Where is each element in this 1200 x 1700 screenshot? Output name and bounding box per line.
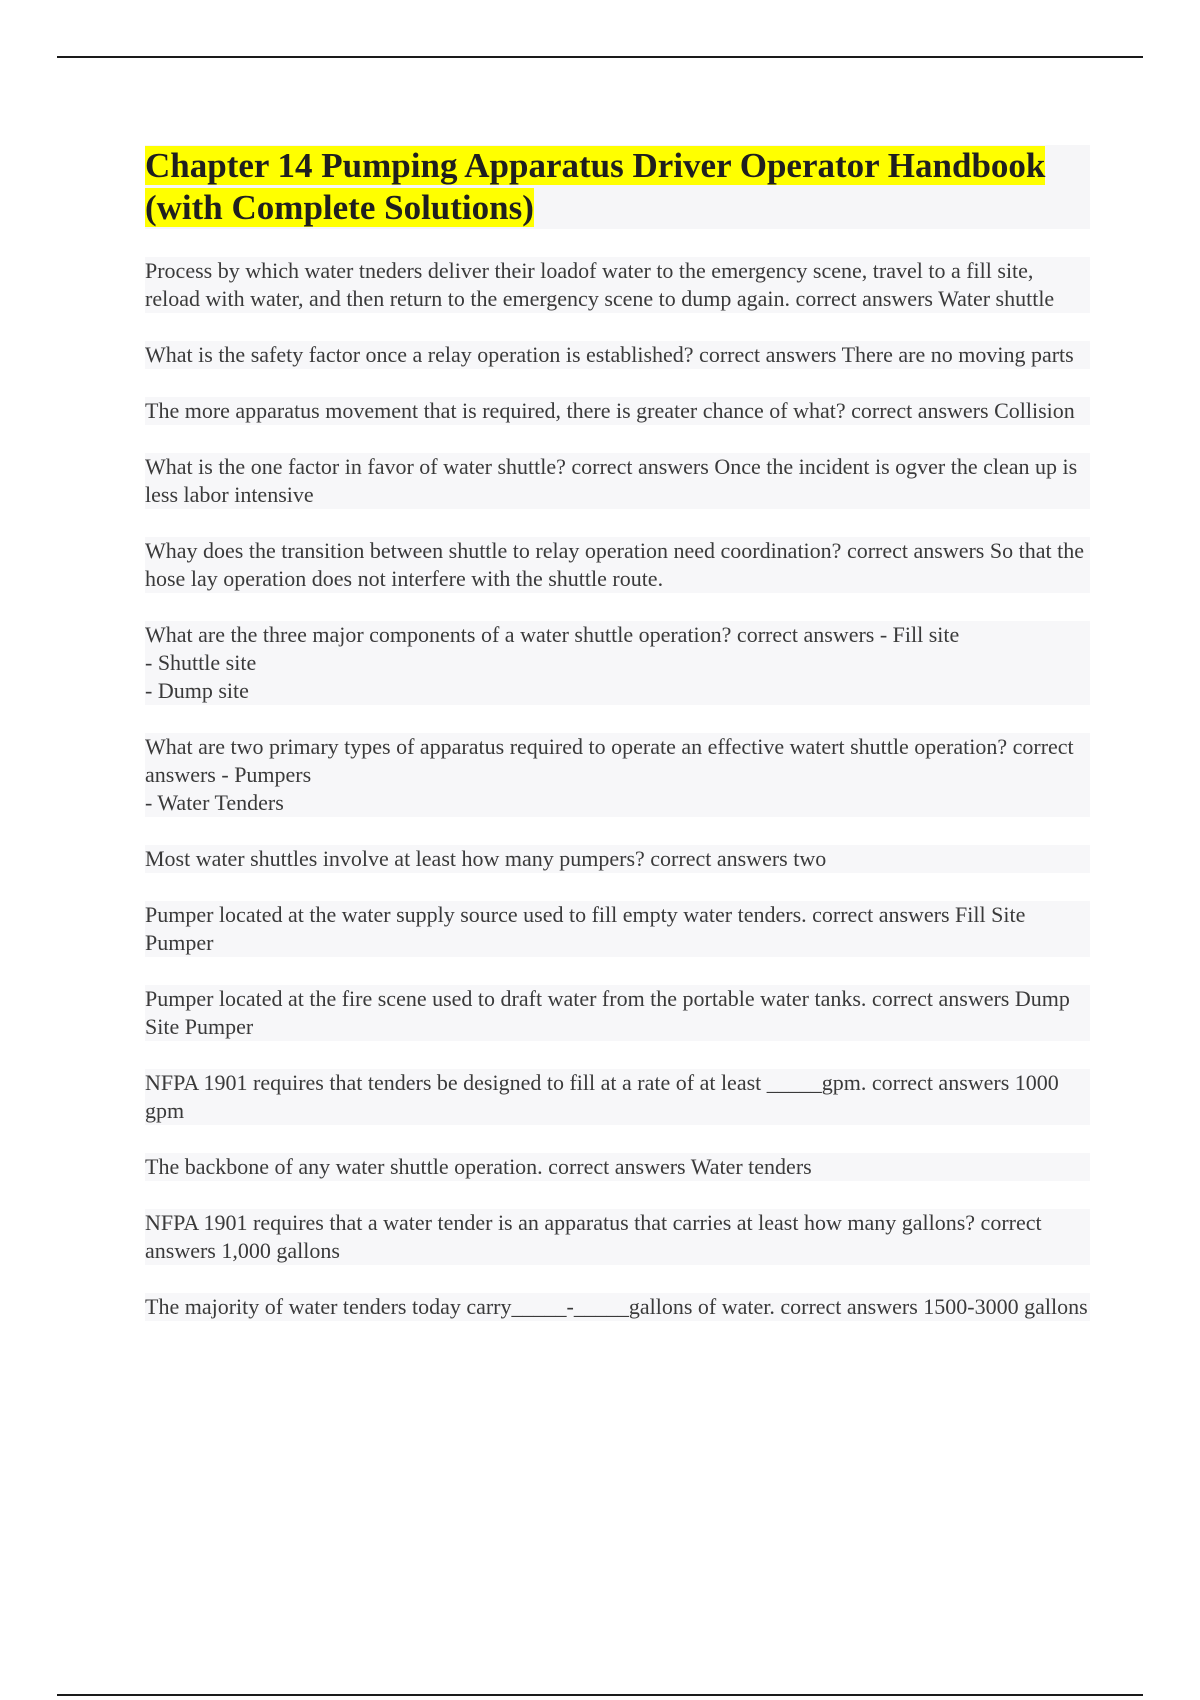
qa-entry: Process by which water tneders deliver their loadof water to the emergency scene, travel to a fill site, reload with water, and then return to the emergency scene to dump again. correct answers Water shuttle <box>145 257 1090 313</box>
document-body <box>145 145 1090 1349</box>
qa-entry: The backbone of any water shuttle operation. correct answers Water tenders <box>145 1153 1090 1181</box>
qa-entry: Pumper located at the fire scene used to draft water from the portable water tanks. correct answers Dump Site Pumper <box>145 985 1090 1041</box>
qa-entry: NFPA 1901 requires that tenders be designed to fill at a rate of at least _____gpm. correct answers 1000 gpm <box>145 1069 1090 1125</box>
qa-entry: NFPA 1901 requires that a water tender is an apparatus that carries at least how many gallons? correct answers 1,000 gallons <box>145 1209 1090 1265</box>
title-block <box>145 145 1090 229</box>
qa-entry: What is the one factor in favor of water shuttle? correct answers Once the incident is ogver the clean up is less labor intensive <box>145 453 1090 509</box>
document-title-text: Chapter 14 Pumping Apparatus Driver Operator Handbook (with Complete Solutions) <box>145 146 1046 227</box>
qa-entry: Whay does the transition between shuttle to relay operation need coordination? correct answers So that the hose lay operation does not interfere with the shuttle route. <box>145 537 1090 593</box>
qa-entry: The majority of water tenders today carry_____-_____gallons of water. correct answers 1500-3000 gallons <box>145 1293 1090 1321</box>
qa-entry: What is the safety factor once a relay operation is established? correct answers There are no moving parts <box>145 341 1090 369</box>
top-rule <box>57 56 1143 58</box>
qa-entry: What are two primary types of apparatus required to operate an effective watert shuttle operation? correct answers - Pumpers - Water Tenders <box>145 733 1090 817</box>
qa-entry: Most water shuttles involve at least how many pumpers? correct answers two <box>145 845 1090 873</box>
qa-entry: What are the three major components of a water shuttle operation? correct answers - Fill site - Shuttle site - Dump site <box>145 621 1090 705</box>
document-title <box>145 145 1090 229</box>
qa-entry: The more apparatus movement that is required, there is greater chance of what? correct answers Collision <box>145 397 1090 425</box>
qa-entry: Pumper located at the water supply source used to fill empty water tenders. correct answers Fill Site Pumper <box>145 901 1090 957</box>
bottom-rule <box>57 1694 1143 1696</box>
